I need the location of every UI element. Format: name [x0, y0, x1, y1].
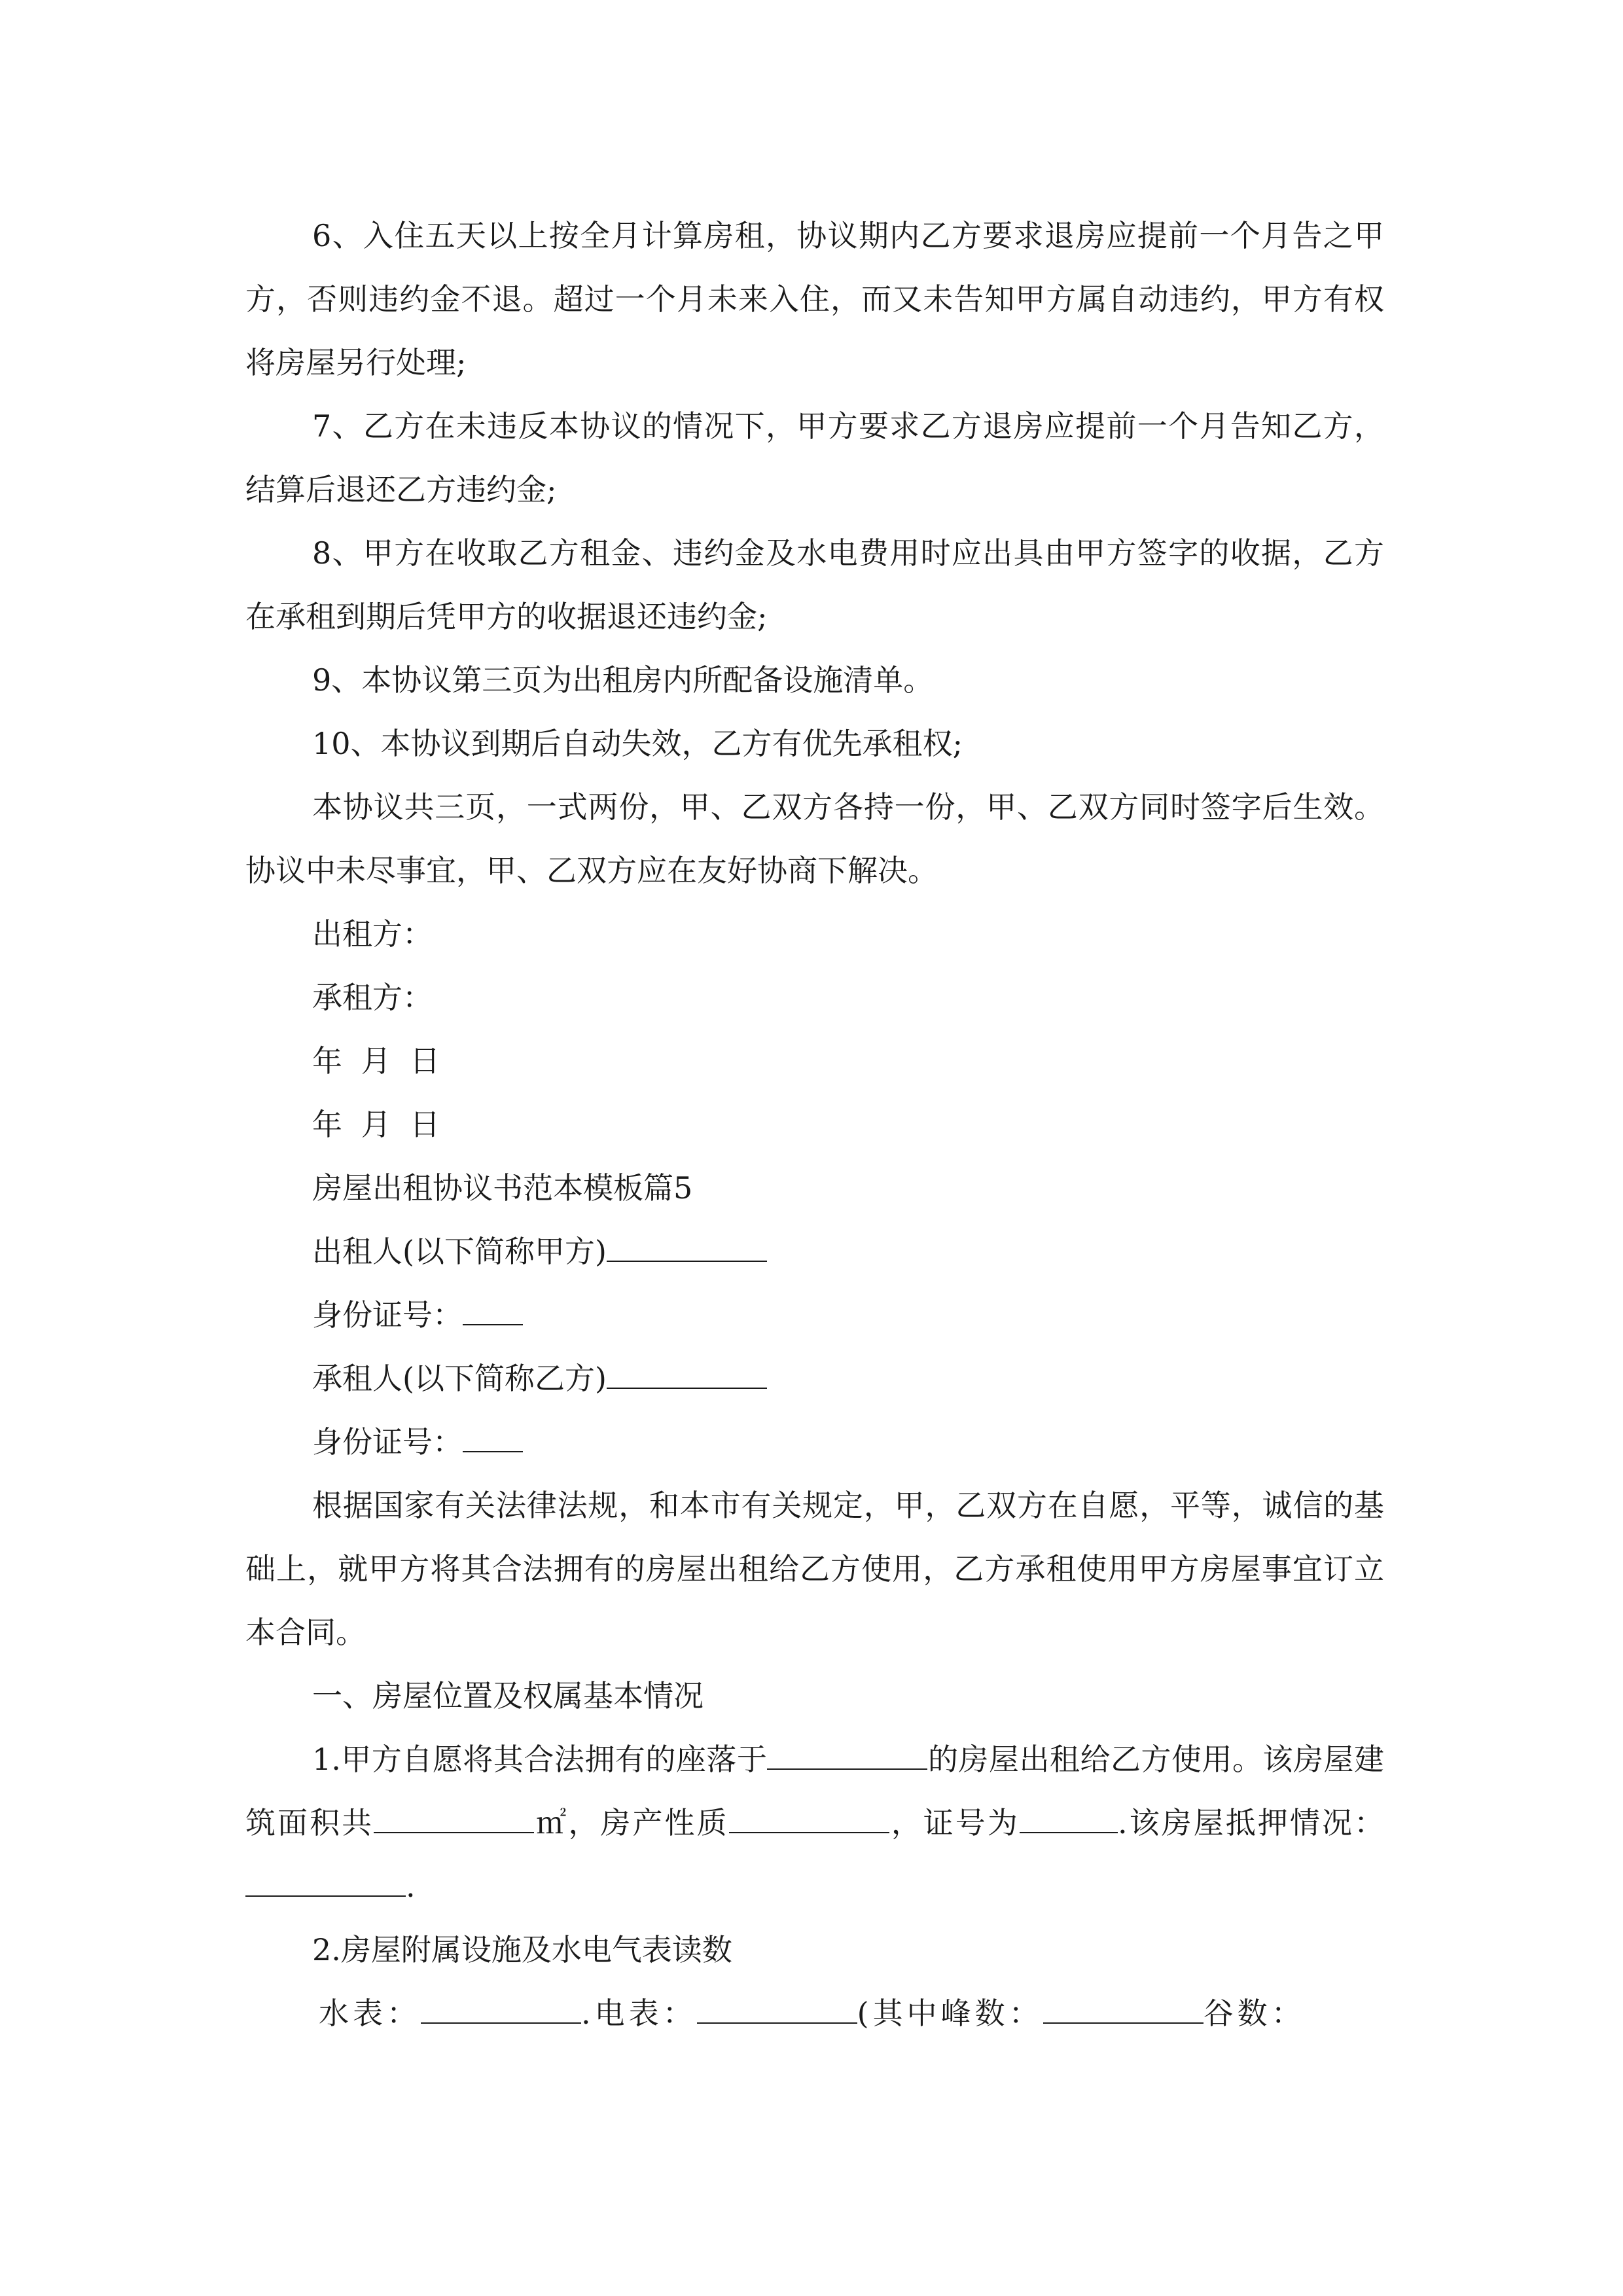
item-1-part-4: ，证号为 — [889, 1805, 1020, 1840]
document-body — [245, 204, 1384, 2045]
item-1-part-6: . — [406, 1869, 416, 1904]
lessor-name-blank — [607, 1234, 767, 1262]
clause-9: 9、本协议第三页为出租房内所配备设施清单。 — [312, 662, 934, 698]
article-1-title: 一、房屋位置及权属基本情况 — [312, 1678, 704, 1713]
item-1-part-2: 的房屋出租给乙方使用。该房屋建筑面积共 — [245, 1742, 1385, 1840]
meter-readings-line — [245, 1982, 1384, 2045]
signature-date-2: 年 月 日 — [312, 1107, 440, 1142]
clause-10: 10、本协议到期后自动失效，乙方有优先承租权; — [312, 726, 963, 761]
clause-6: 6、入住五天以上按全月计算房租，协议期内乙方要求退房应提前一个月告之甲方，否则违约金不退。超过一个月未来入住，而又未告知甲方属自动违约，甲方有权将房屋另行处理; — [245, 218, 1384, 380]
lessee-id-line — [245, 1410, 1384, 1474]
lessor-id-blank — [463, 1298, 523, 1325]
signature-date-1: 年 月 日 — [312, 1043, 440, 1079]
lessor-line — [245, 1220, 1384, 1283]
lessee-name-blank — [607, 1361, 767, 1389]
mortgage-blank — [245, 1869, 406, 1897]
water-meter-label: 水表： — [319, 1996, 421, 2031]
lessee-label: 承租人(以下简称乙方) — [312, 1361, 607, 1396]
item-1-paragraph — [245, 1728, 1384, 1918]
lessor-id-label: 身份证号： — [312, 1297, 463, 1333]
item-1-part-5: .该房屋抵押情况： — [1117, 1805, 1385, 1840]
certificate-number-blank — [1020, 1806, 1118, 1833]
lessor-signature-label: 出租方： — [312, 916, 433, 952]
location-blank — [767, 1742, 927, 1770]
electric-meter-label: .电表： — [581, 1996, 697, 2031]
lessee-id-label: 身份证号： — [312, 1424, 463, 1460]
lessor-id-line — [245, 1283, 1384, 1347]
lessor-label: 出租人(以下简称甲方) — [312, 1234, 607, 1269]
closing-paragraph: 本协议共三页，一式两份，甲、乙双方各持一份，甲、乙双方同时签字后生效。协议中未尽事宜，甲、乙双方应在友好协商下解决。 — [245, 789, 1384, 888]
lessee-id-blank — [463, 1425, 523, 1452]
item-1-part-1: 1.甲方自愿将其合法拥有的座落于 — [312, 1742, 768, 1777]
lessee-signature-label: 承租方： — [312, 980, 433, 1015]
item-1-part-3: ㎡，房产性质 — [534, 1805, 729, 1840]
peak-reading-blank — [1043, 1996, 1204, 2024]
area-blank — [374, 1806, 534, 1833]
electric-meter-blank — [697, 1996, 857, 2024]
item-2-title: 2.房屋附属设施及水电气表读数 — [312, 1932, 732, 1967]
peak-reading-label: (其中峰数： — [857, 1996, 1043, 2031]
preamble-paragraph: 根据国家有关法律法规，和本市有关规定，甲，乙双方在自愿，平等，诚信的基础上，就甲方将其合法拥有的房屋出租给乙方使用，乙方承租使用甲方房屋事宜订立本合同。 — [245, 1488, 1384, 1650]
clause-7: 7、乙方在未违反本协议的情况下，甲方要求乙方退房应提前一个月告知乙方，结算后退还乙方违约金; — [245, 408, 1384, 507]
clause-8: 8、甲方在收取乙方租金、违约金及水电费用时应出具由甲方签字的收据，乙方在承租到期后凭甲方的收据退还违约金; — [245, 535, 1384, 634]
lessee-line — [245, 1347, 1384, 1410]
water-meter-blank — [421, 1996, 581, 2024]
property-nature-blank — [729, 1806, 889, 1833]
valley-reading-label: 谷数： — [1203, 1996, 1306, 2031]
section-title: 房屋出租协议书范本模板篇5 — [312, 1170, 693, 1206]
